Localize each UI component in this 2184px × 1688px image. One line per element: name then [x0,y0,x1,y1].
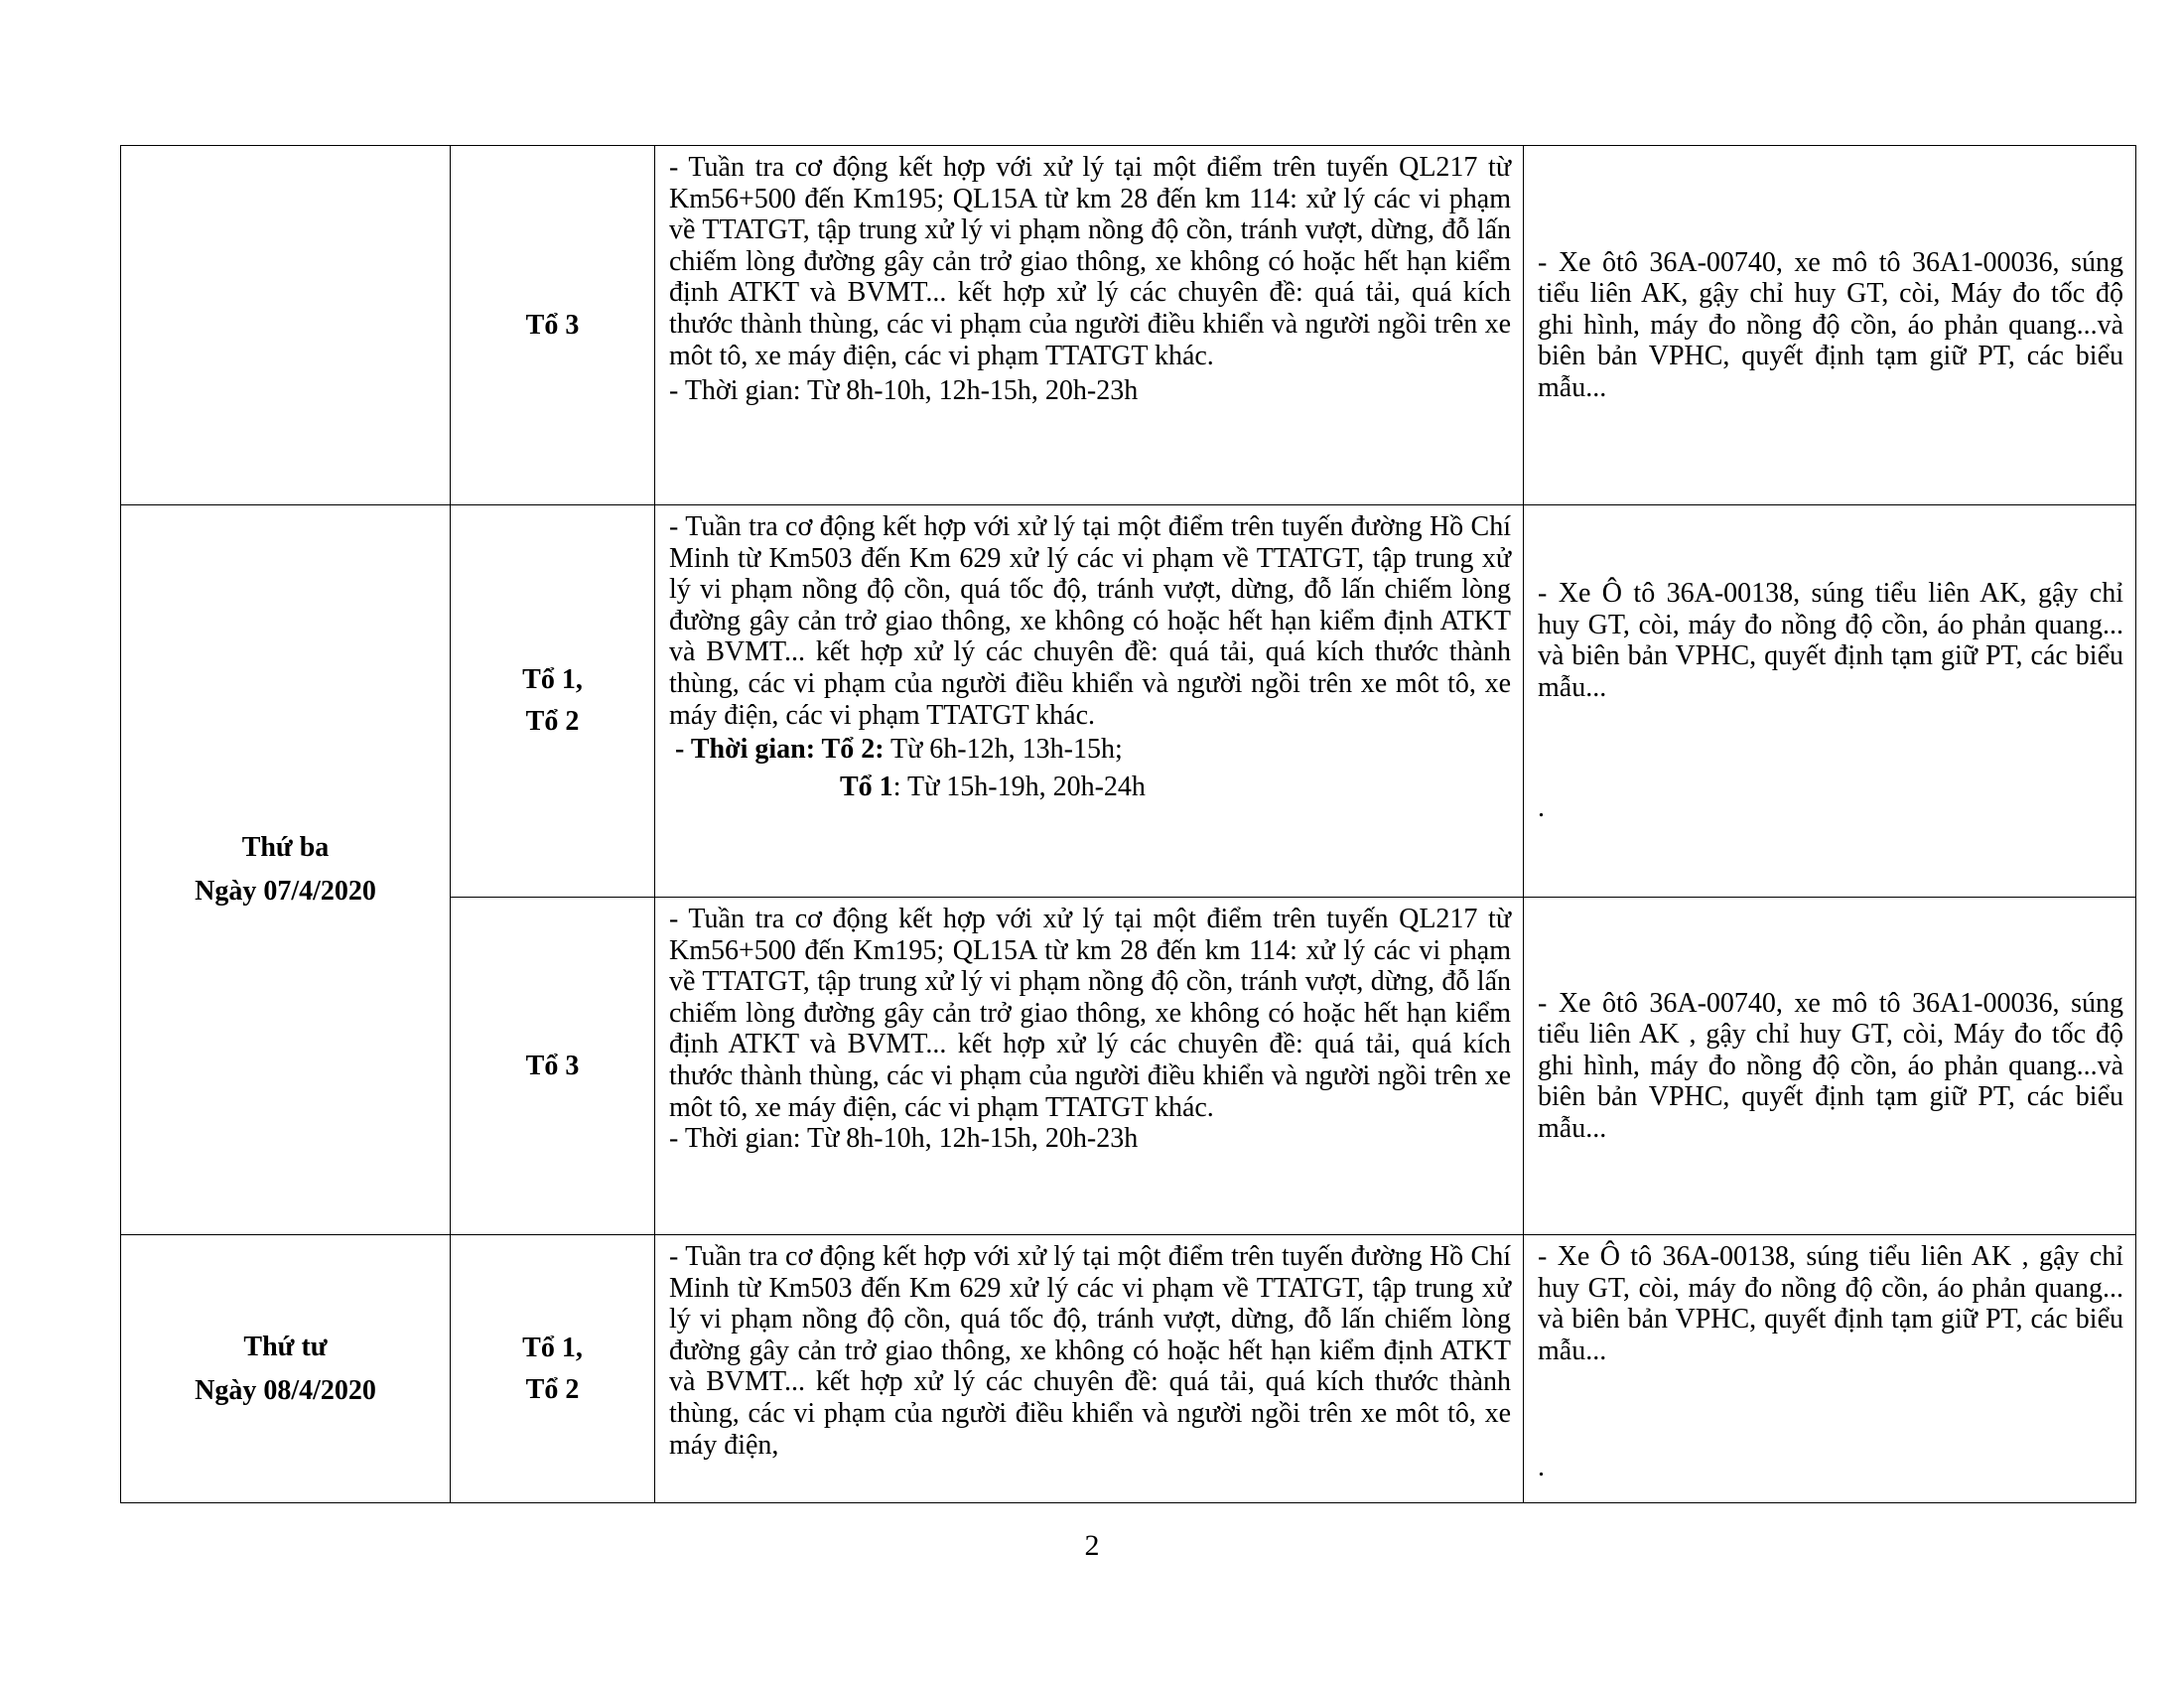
team-label: Tổ 3 [525,1050,580,1081]
table-row [121,505,2136,898]
team-cell [451,1235,655,1503]
equipment-description: - Xe Ô tô 36A-00138, súng tiểu liên AK , gậy chỉ huy GT, còi, máy đo nồng độ cồn, áo phản quang... và biên bản VPHC, quyết định tạm giữ PT, các biểu mẫu... [1538,1241,2123,1366]
patrol-schedule-table [120,145,2136,1503]
team-cell [451,146,655,505]
task-time-team2 [669,731,1511,769]
task-description: - Tuần tra cơ động kết hợp với xử lý tại một điểm trên tuyến đường Hồ Chí Minh từ Km503 đến Km 629 xử lý các vi phạm về TTATGT, tập trung xử lý vi phạm nồng độ cồn, quá tốc độ, tránh vượt, dừng, đỗ lấn chiếm lòng đường gây cản trở giao thông, xe không có hoặc hết hạn kiểm định ATKT và BVMT... kết hợp xử lý các chuyên đề: quá tải, quá kích thước thành thùng, các vi phạm của người điều khiển và người ngồi trên xe môt tô, xe máy điện, [669,1241,1511,1461]
equipment-dot: . [1538,792,1545,824]
task-cell [655,505,1524,898]
page-number: 2 [1084,1529,1100,1562]
equipment-description: - Xe Ô tô 36A-00138, súng tiểu liên AK, gậy chỉ huy GT, còi, máy đo nồng độ cồn, áo phản quang... và biên bản VPHC, quyết định tạm giữ PT, các biểu mẫu... [1538,578,2123,703]
day-date: Ngày 08/4/2020 [195,1374,376,1406]
task-cell [655,146,1524,505]
time-team1-label: Tổ 1 [840,772,893,803]
table-row [121,146,2136,505]
time-label: - Thời gian: Tổ 2: [675,734,885,766]
equipment-cell [1524,146,2136,505]
day-cell [121,505,451,1235]
equipment-dot: . [1538,1452,1545,1483]
task-cell [655,898,1524,1235]
team-cell [451,898,655,1235]
day-weekday: Thứ tư [243,1331,328,1362]
team-label-line1: Tổ 1, [522,664,583,695]
equipment-cell [1524,505,2136,898]
team-cell [451,505,655,898]
equipment-cell [1524,898,2136,1235]
task-cell [655,1235,1524,1503]
team-label-line2: Tổ 2 [525,1373,580,1405]
task-description: - Tuần tra cơ động kết hợp với xử lý tại một điểm trên tuyến đường Hồ Chí Minh từ Km503 đến Km 629 xử lý các vi phạm về TTATGT, tập trung xử lý vi phạm nồng độ cồn, quá tốc độ, tránh vượt, dừng, đỗ lấn chiếm lòng đường gây cản trở giao thông, xe không có hoặc hết hạn kiểm định ATKT và BVMT... kết hợp xử lý các chuyên đề: quá tải, quá kích thước thành thùng, các vi phạm của người điều khiển và người ngồi trên xe môt tô, xe máy điện, các vi phạm TTATGT khác. [669,511,1511,731]
task-description: - Tuần tra cơ động kết hợp với xử lý tại một điểm trên tuyến QL217 từ Km56+500 đến Km195; QL15A từ km 28 đến km 114: xử lý các vi phạm về TTATGT, tập trung xử lý vi phạm nồng độ cồn, tránh vượt, dừng, đỗ lấn chiếm lòng đường gây cản trở giao thông, xe không có hoặc hết hạn kiểm định ATKT và BVMT... kết hợp xử lý các chuyên đề: quá tải, quá kích thước thành thùng, các vi phạm của người điều khiển và người ngồi trên xe môt tô, xe máy điện, các vi phạm TTATGT khác. [669,152,1511,371]
day-date: Ngày 07/4/2020 [195,876,376,907]
day-cell [121,1235,451,1503]
task-time: - Thời gian: Từ 8h-10h, 12h-15h, 20h-23h [669,1123,1139,1155]
day-cell-empty [121,146,451,505]
time-team1-hours: : Từ 15h-19h, 20h-24h [892,772,1146,803]
equipment-cell [1524,1235,2136,1503]
time-team2-hours: Từ 6h-12h, 13h-15h; [884,734,1123,766]
table-row [121,1235,2136,1503]
task-time-team1 [669,769,1511,806]
task-time: - Thời gian: Từ 8h-10h, 12h-15h, 20h-23h [669,375,1139,407]
team-label-line1: Tổ 1, [522,1332,583,1363]
team-label-line2: Tổ 2 [525,706,580,737]
task-description: - Tuần tra cơ động kết hợp với xử lý tại một điểm trên tuyến QL217 từ Km56+500 đến Km195; QL15A từ km 28 đến km 114: xử lý các vi phạm về TTATGT, tập trung xử lý vi phạm nồng độ cồn, tránh vượt, dừng, đỗ lấn chiếm lòng đường gây cản trở giao thông, xe không có hoặc hết hạn kiểm định ATKT và BVMT... kết hợp xử lý các chuyên đề: quá tải, quá kích thước thành thùng, các vi phạm của người điều khiển và người ngồi trên xe môt tô, xe máy điện, các vi phạm TTATGT khác. [669,904,1511,1123]
equipment-description: - Xe ôtô 36A-00740, xe mô tô 36A1-00036, súng tiểu liên AK , gậy chỉ huy GT, còi, Máy đo tốc độ ghi hình, máy đo nồng độ cồn, áo phản quang...và biên bản VPHC, quyết định tạm giữ PT, các biểu mẫu... [1538,987,2123,1144]
equipment-description: - Xe ôtô 36A-00740, xe mô tô 36A1-00036, súng tiểu liên AK, gậy chỉ huy GT, còi, Máy đo tốc độ ghi hình, máy đo nồng độ cồn, áo phản quang...và biên bản VPHC, quyết định tạm giữ PT, các biểu mẫu... [1538,246,2123,403]
day-weekday: Thứ ba [241,832,330,863]
team-label: Tổ 3 [525,309,580,341]
